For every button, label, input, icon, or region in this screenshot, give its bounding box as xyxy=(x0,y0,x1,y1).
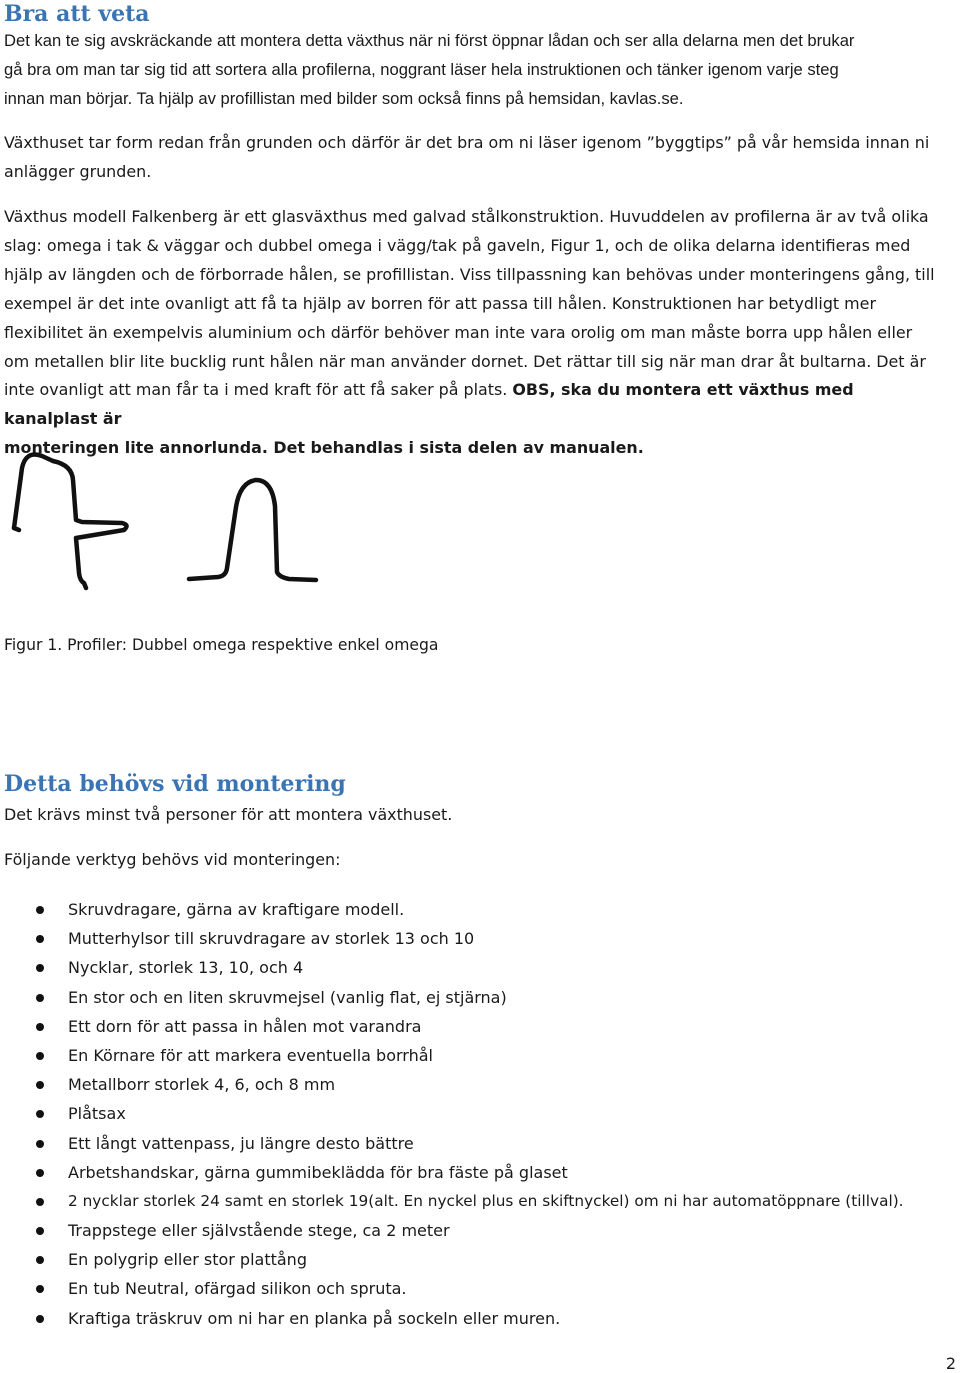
bullet-icon xyxy=(36,1315,44,1323)
list-item-text: Mutterhylsor till skruvdragare av storlek 13 och 10 xyxy=(68,929,475,949)
list-item xyxy=(0,1070,960,1099)
bullet-icon xyxy=(36,964,44,972)
list-item-text: Skruvdragare, gärna av kraftigare modell. xyxy=(68,900,405,919)
bullet-icon xyxy=(36,1023,44,1031)
list-item xyxy=(0,1041,960,1070)
list-item-text: 2 nycklar storlek 24 samt en storlek 19(alt. En nyckel plus en skiftnyckel) om ni har automatöppnare (tillval). xyxy=(68,1191,904,1210)
list-item-text: Ett dorn för att passa in hålen mot varandra xyxy=(68,1016,422,1036)
list-item-text: En polygrip eller stor plattång xyxy=(68,1250,307,1270)
list-item xyxy=(0,895,960,924)
model-paragraph xyxy=(4,203,950,463)
figure-caption: Figur 1. Profiler: Dubbel omega respektive enkel omega xyxy=(4,636,439,654)
list-item xyxy=(0,1099,960,1128)
list-item xyxy=(0,953,960,982)
double-omega-profile xyxy=(14,455,127,589)
bullet-icon xyxy=(36,1052,44,1060)
page-number: 2 xyxy=(945,1354,956,1373)
intro-paragraph xyxy=(4,27,950,114)
tools-intro-text: Följande verktyg behövs vid monteringen: xyxy=(4,850,341,869)
foundation-paragraph xyxy=(4,129,950,187)
model-line-4: exempel är det inte ovanligt att få ta hjälp av borren för att passa till hålen. Konstruktionen har betydligt mer xyxy=(4,293,876,313)
list-item xyxy=(0,1304,960,1333)
bullet-icon xyxy=(36,935,44,943)
obs-note-line: monteringen lite annorlunda. Det behandlas i sista delen av manualen. xyxy=(4,438,644,458)
bullet-icon xyxy=(36,1198,44,1206)
list-item-text: Kraftiga träskruv om ni har en planka på sockeln eller muren. xyxy=(68,1308,561,1328)
bullet-icon xyxy=(36,1256,44,1264)
list-item-text: Metallborr storlek 4, 6, och 8 mm xyxy=(68,1075,336,1095)
list-item xyxy=(0,1187,960,1216)
single-omega-profile xyxy=(189,480,316,580)
model-line-5: flexibilitet än exempelvis aluminium och därför behöver man inte vara orolig om man måste borra upp hålen eller xyxy=(4,322,913,342)
list-item-text: Trappstege eller självstående stege, ca 2 meter xyxy=(68,1221,450,1241)
bullet-icon xyxy=(36,994,44,1002)
list-item-text: En tub Neutral, ofärgad silikon och spruta. xyxy=(68,1279,407,1299)
model-line-7: inte ovanligt att man får ta i med kraft för att få saker på plats. xyxy=(4,380,508,400)
list-item xyxy=(0,924,960,953)
intro-line-3: innan man börjar. Ta hjälp av profillistan med bilder som också finns på hemsidan, kavlas.se. xyxy=(4,88,684,108)
model-line-6: om metallen blir lite bucklig runt hålen när man använder dornet. Det rättar till sig när man drar åt bultarna. Det är xyxy=(4,351,926,371)
list-item xyxy=(0,1245,960,1274)
list-item-text: Arbetshandskar, gärna gummibeklädda för bra fäste på glaset xyxy=(68,1162,568,1182)
list-item xyxy=(0,1129,960,1158)
model-line-1: Växthus modell Falkenberg är ett glasväxthus med galvad stålkonstruktion. Huvuddelen av profilerna är av två olika xyxy=(4,207,929,226)
profile-figure xyxy=(0,440,340,615)
list-item-text: En stor och en liten skruvmejsel (vanlig flat, ej stjärna) xyxy=(68,987,507,1007)
list-item xyxy=(0,983,960,1012)
bullet-icon xyxy=(36,906,44,914)
list-item-text: Plåtsax xyxy=(68,1104,126,1124)
foundation-line-1: Växthuset tar form redan från grunden och därför är det bra om ni läser igenom ”byggtips” på vår hemsida innan ni xyxy=(4,133,930,152)
list-item-text: Nycklar, storlek 13, 10, och 4 xyxy=(68,958,304,978)
list-item xyxy=(0,1216,960,1245)
model-line-3: hjälp av längden och de förborrade hålen, se profillistan. Viss tillpassning kan behövas under monteringens gång, till xyxy=(4,264,935,284)
bullet-icon xyxy=(36,1140,44,1148)
list-item xyxy=(0,1274,960,1303)
list-item-text: Ett långt vattenpass, ju längre desto bättre xyxy=(68,1133,414,1153)
intro-line-2: gå bra om man tar sig tid att sortera alla profilerna, noggrant läser hela instruktionen och tänker igenom varje steg xyxy=(4,59,839,79)
bullet-icon xyxy=(36,1081,44,1089)
persons-required-text: Det krävs minst två personer för att montera växthuset. xyxy=(4,805,453,824)
bullet-icon xyxy=(36,1110,44,1118)
section-heading-bra-att-veta: Bra att veta xyxy=(4,1,150,27)
intro-line-1: Det kan te sig avskräckande att montera detta växthus när ni först öppnar lådan och ser alla delarna men det brukar xyxy=(4,31,855,50)
obs-note-inline: OBS, ska du montera ett växthus med kanalplast är xyxy=(4,380,854,429)
section-heading-detta-behovs: Detta behövs vid montering xyxy=(4,771,346,797)
list-item-text: En Körnare för att markera eventuella borrhål xyxy=(68,1045,433,1065)
bullet-icon xyxy=(36,1169,44,1177)
bullet-icon xyxy=(36,1227,44,1235)
list-item xyxy=(0,1158,960,1187)
foundation-line-2: anlägger grunden. xyxy=(4,161,152,181)
tools-list xyxy=(0,895,960,1333)
model-line-2: slag: omega i tak & väggar och dubbel omega i vägg/tak på gaveln, Figur 1, och de olika delarna identifieras med xyxy=(4,235,911,255)
bullet-icon xyxy=(36,1285,44,1293)
list-item xyxy=(0,1012,960,1041)
